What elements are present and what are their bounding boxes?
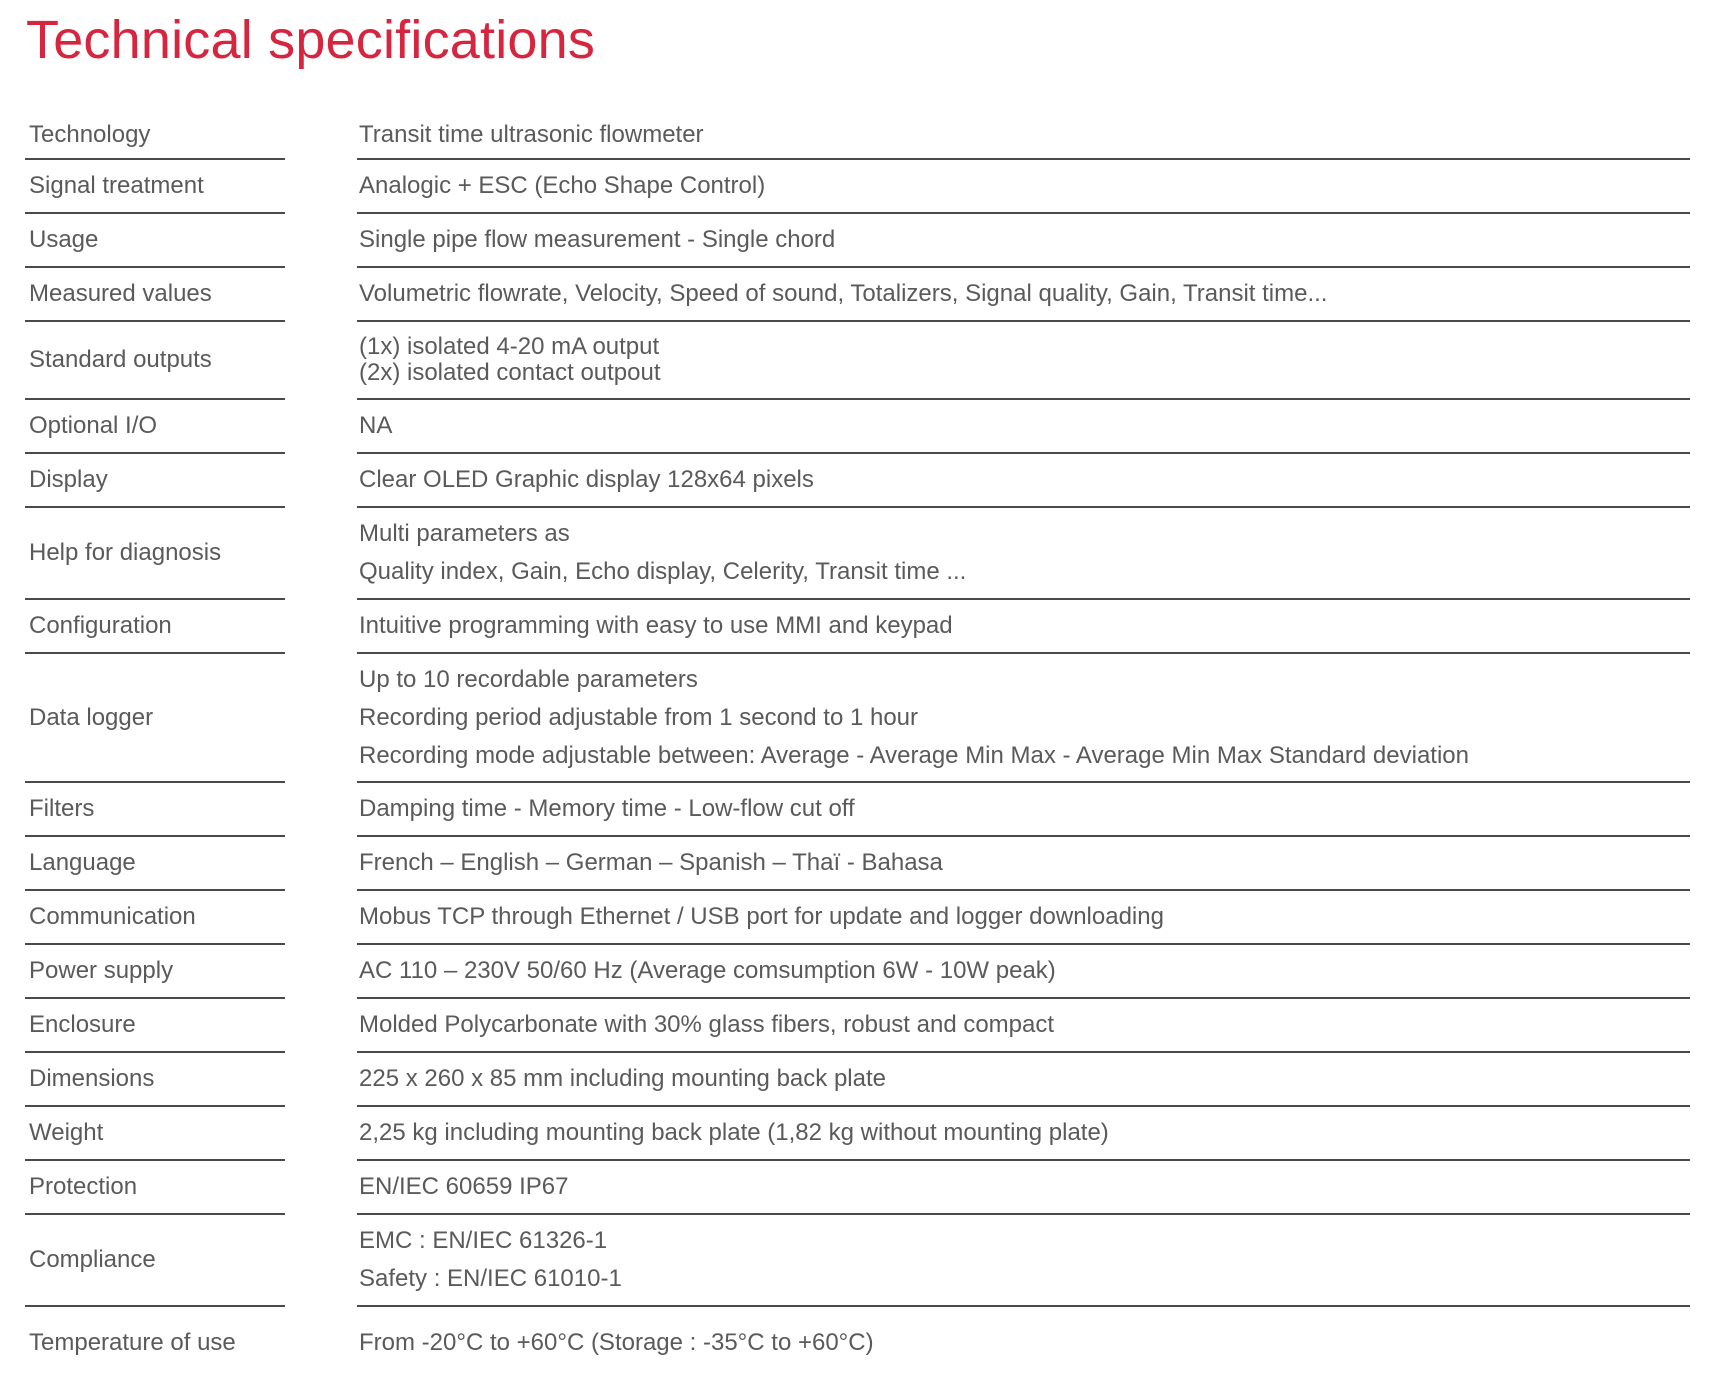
spec-row-technology [25, 112, 1690, 160]
spec-label: Communication [25, 891, 285, 945]
spec-label: Standard outputs [25, 322, 285, 400]
spec-row-filters [25, 783, 1690, 837]
spec-value-line: French – English – German – Spanish – Thaï - Bahasa [359, 849, 943, 876]
spec-value-line: AC 110 – 230V 50/60 Hz (Average comsumption 6W - 10W peak) [359, 957, 1056, 984]
spec-row-protection [25, 1161, 1690, 1215]
spec-value-line: Volumetric flowrate, Velocity, Speed of sound, Totalizers, Signal quality, Gain, Transit time... [359, 280, 1328, 307]
spec-value [357, 654, 1690, 783]
spec-row-data-logger [25, 654, 1690, 783]
spec-label: Usage [25, 214, 285, 268]
spec-label: Technology [25, 112, 285, 160]
spec-value [357, 1215, 1690, 1307]
spec-value-line: (2x) isolated contact outpout [359, 359, 661, 386]
spec-row-communication [25, 891, 1690, 945]
spec-label: Data logger [25, 654, 285, 783]
spec-row-temperature-of-use [25, 1307, 1690, 1379]
spec-value-line: Recording period adjustable from 1 second to 1 hour [359, 703, 919, 731]
spec-value-line: Recording mode adjustable between: Average - Average Min Max - Average Min Max Standard deviation [359, 741, 1469, 769]
spec-label: Optional I/O [25, 400, 285, 454]
spec-row-measured-values [25, 268, 1690, 322]
spec-label: Power supply [25, 945, 285, 999]
spec-label: Display [25, 454, 285, 508]
spec-label: Help for diagnosis [25, 508, 285, 600]
spec-row-compliance [25, 1215, 1690, 1307]
spec-value [357, 160, 1690, 214]
spec-value [357, 454, 1690, 508]
spec-row-power-supply [25, 945, 1690, 999]
spec-row-help-for-diagnosis [25, 508, 1690, 600]
spec-row-optional-io [25, 400, 1690, 454]
spec-value-line: From -20°C to +60°C (Storage : -35°C to +60°C) [359, 1329, 874, 1356]
spec-label: Temperature of use [29, 1329, 236, 1356]
spec-value [357, 1053, 1690, 1107]
spec-value [357, 600, 1690, 654]
spec-value [357, 837, 1690, 891]
spec-value-line: Quality index, Gain, Echo display, Celerity, Transit time ... [359, 558, 967, 585]
spec-value [357, 891, 1690, 945]
spec-value-line: Intuitive programming with easy to use MMI and keypad [359, 612, 953, 639]
spec-row-dimensions [25, 1053, 1690, 1107]
spec-label: Filters [25, 783, 285, 837]
spec-row-configuration [25, 600, 1690, 654]
spec-value [357, 1307, 1690, 1379]
spec-value [357, 999, 1690, 1053]
spec-value [357, 112, 1690, 160]
spec-value-line: NA [359, 412, 393, 439]
spec-value-line: Analogic + ESC (Echo Shape Control) [359, 172, 766, 199]
spec-row-weight [25, 1107, 1690, 1161]
spec-value-line: 225 x 260 x 85 mm including mounting back plate [359, 1065, 886, 1092]
spec-value [357, 400, 1690, 454]
spec-label: Weight [25, 1107, 285, 1161]
spec-row-usage [25, 214, 1690, 268]
spec-value [357, 783, 1690, 837]
spec-label: Language [25, 837, 285, 891]
spec-table [25, 112, 1690, 1379]
spec-label: Configuration [25, 600, 285, 654]
spec-label: Signal treatment [25, 160, 285, 214]
spec-row-enclosure [25, 999, 1690, 1053]
spec-row-display [25, 454, 1690, 508]
spec-label: Compliance [25, 1215, 285, 1307]
spec-value [357, 1161, 1690, 1215]
spec-value-line: 2,25 kg including mounting back plate (1,82 kg without mounting plate) [359, 1119, 1109, 1146]
spec-value-line: EMC : EN/IEC 61326-1 [359, 1227, 608, 1254]
spec-value-line: Transit time ultrasonic flowmeter [359, 121, 704, 148]
spec-value-line: EN/IEC 60659 IP67 [359, 1173, 569, 1200]
spec-row-standard-outputs [25, 322, 1690, 400]
spec-label: Dimensions [25, 1053, 285, 1107]
spec-row-language [25, 837, 1690, 891]
spec-value-line: (1x) isolated 4-20 mA output [359, 333, 660, 360]
page-title: Technical specifications [26, 10, 596, 70]
spec-value-line: Damping time - Memory time - Low-flow cut off [359, 795, 855, 822]
spec-value-line: Safety : EN/IEC 61010-1 [359, 1265, 622, 1292]
spec-value-line: Clear OLED Graphic display 128x64 pixels [359, 466, 814, 493]
spec-value [357, 945, 1690, 999]
spec-value [357, 508, 1690, 600]
spec-value [357, 322, 1690, 400]
spec-value [357, 268, 1690, 322]
spec-value-line: Mobus TCP through Ethernet / USB port for update and logger downloading [359, 903, 1164, 930]
spec-row-signal-treatment [25, 160, 1690, 214]
spec-label: Measured values [25, 268, 285, 322]
spec-value-line: Single pipe flow measurement - Single chord [359, 226, 836, 253]
spec-value [357, 1107, 1690, 1161]
spec-value [357, 214, 1690, 268]
spec-label: Protection [25, 1161, 285, 1215]
spec-label: Enclosure [25, 999, 285, 1053]
spec-value-line: Molded Polycarbonate with 30% glass fibers, robust and compact [359, 1011, 1055, 1038]
spec-value-line: Multi parameters as [359, 520, 570, 547]
spec-value-line: Up to 10 recordable parameters [359, 665, 698, 693]
